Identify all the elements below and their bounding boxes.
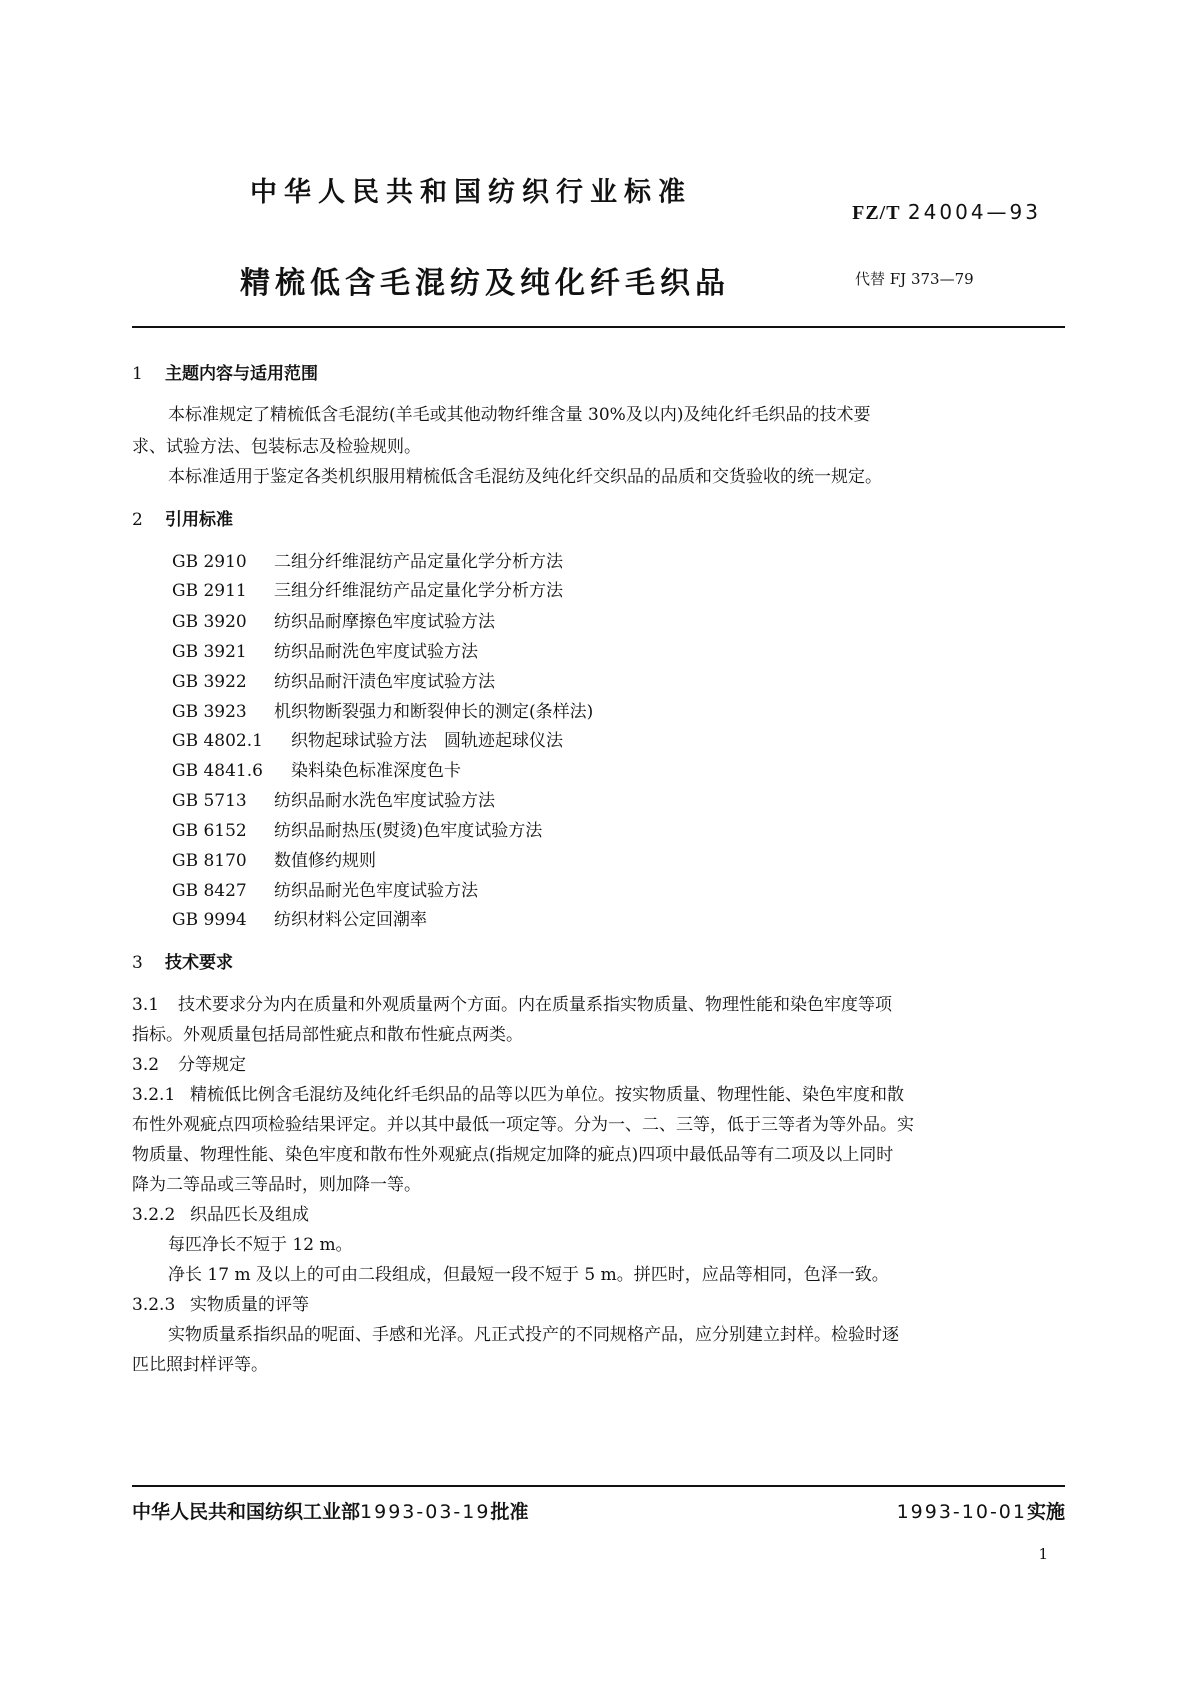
reference-item bbox=[172, 697, 593, 722]
clause-title: 实物质量的评等 bbox=[190, 1295, 309, 1315]
footer-divider bbox=[132, 1485, 1065, 1487]
reference-code: GB 3921 bbox=[172, 642, 247, 662]
approval-label: 批准 bbox=[490, 1501, 529, 1523]
clause-3-2-1-line-4: 降为二等品或三等品时，则加降一等。 bbox=[132, 1175, 421, 1195]
page-number: 1 bbox=[1038, 1545, 1048, 1563]
standard-code bbox=[852, 200, 1041, 225]
section-number: 3 bbox=[132, 953, 143, 973]
reference-name: 纺织品耐汗渍色牢度试验方法 bbox=[274, 672, 495, 692]
reference-name: 纺织品耐光色牢度试验方法 bbox=[274, 881, 478, 901]
reference-item bbox=[172, 726, 563, 751]
reference-item bbox=[172, 905, 427, 930]
reference-code: GB 2910 bbox=[172, 552, 247, 572]
reference-name: 机织物断裂强力和断裂伸长的测定(条样法) bbox=[274, 702, 594, 722]
reference-code: GB 2911 bbox=[172, 581, 247, 601]
reference-code: GB 6152 bbox=[172, 821, 247, 841]
approval-date: 1993-03-19 bbox=[360, 1501, 491, 1523]
reference-item bbox=[172, 637, 478, 662]
header-divider bbox=[132, 326, 1065, 328]
clause-3-1-line-2: 指标。外观质量包括局部性疵点和散布性疵点两类。 bbox=[132, 1025, 523, 1045]
clause-3-2-heading bbox=[132, 1050, 246, 1075]
section-3-heading bbox=[132, 948, 233, 973]
reference-name: 二组分纤维混纺产品定量化学分析方法 bbox=[274, 552, 563, 572]
reference-name: 纺织品耐水洗色牢度试验方法 bbox=[274, 791, 495, 811]
section-1-paragraph-1-line-2: 求、试验方法、包装标志及检验规则。 bbox=[132, 437, 421, 457]
implementation-label: 实施 bbox=[1026, 1501, 1065, 1523]
reference-code: GB 4802.1 bbox=[172, 731, 263, 751]
approving-organization: 中华人民共和国纺织工业部 bbox=[132, 1501, 361, 1523]
clause-3-2-3-line-2: 匹比照封样评等。 bbox=[132, 1355, 268, 1375]
clause-3-2-2-heading bbox=[132, 1200, 309, 1225]
reference-code: GB 3922 bbox=[172, 672, 247, 692]
reference-code: GB 8427 bbox=[172, 881, 247, 901]
reference-item bbox=[172, 816, 542, 841]
reference-code: GB 4841.6 bbox=[172, 761, 263, 781]
clause-3-2-3-heading bbox=[132, 1290, 309, 1315]
section-1-paragraph-1-line-1: 本标准规定了精梳低含毛混纺(羊毛或其他动物纤维含量 30%及以内)及纯化纤毛织品的技术要 bbox=[168, 405, 871, 425]
reference-item bbox=[172, 846, 376, 871]
reference-name: 纺织品耐摩擦色牢度试验方法 bbox=[274, 612, 495, 632]
replaces-note: 代替 FJ 373—79 bbox=[855, 270, 974, 288]
reference-name: 纺织品耐洗色牢度试验方法 bbox=[274, 642, 478, 662]
reference-item bbox=[172, 667, 495, 692]
section-number: 2 bbox=[132, 510, 143, 530]
clause-3-1-line-1: 3.1 技术要求分为内在质量和外观质量两个方面。内在质量系指实物质量、物理性能和染色牢度等项 bbox=[132, 995, 892, 1015]
clause-number: 3.2.2 bbox=[132, 1205, 176, 1225]
clause-3-2-1-line-3: 物质量、物理性能、染色牢度和散布性外观疵点(指规定加降的疵点)四项中最低品等有二项及以上同时 bbox=[132, 1145, 894, 1165]
implementation-statement bbox=[897, 1497, 1065, 1524]
clause-3-2-3-line-1: 实物质量系指织品的呢面、手感和光泽。凡正式投产的不同规格产品，应分别建立封样。检验时逐 bbox=[168, 1325, 899, 1345]
standard-code-prefix: FZ/T bbox=[852, 202, 901, 224]
section-1-heading bbox=[132, 359, 318, 384]
reference-item bbox=[172, 876, 478, 901]
reference-name: 纺织材料公定回潮率 bbox=[274, 910, 427, 930]
section-title: 主题内容与适用范围 bbox=[165, 364, 318, 384]
reference-code: GB 9994 bbox=[172, 910, 247, 930]
section-2-heading bbox=[132, 505, 233, 530]
reference-name: 织物起球试验方法 圆轨迹起球仪法 bbox=[291, 731, 563, 751]
reference-item bbox=[172, 547, 563, 572]
reference-item bbox=[172, 607, 495, 632]
section-1-paragraph-2: 本标准适用于鉴定各类机织服用精梳低含毛混纺及纯化纤交织品的品质和交货验收的统一规定。 bbox=[168, 467, 882, 487]
reference-item bbox=[172, 786, 495, 811]
section-title: 引用标准 bbox=[165, 510, 233, 530]
section-number: 1 bbox=[132, 364, 143, 384]
clause-3-2-2-line-2: 净长 17 m 及以上的可由二段组成，但最短一段不短于 5 m。拼匹时，应品等相同，色泽一致。 bbox=[168, 1265, 889, 1285]
clause-title: 织品匹长及组成 bbox=[190, 1205, 309, 1225]
implementation-date: 1993-10-01 bbox=[896, 1501, 1027, 1523]
clause-number: 3.2.3 bbox=[132, 1295, 176, 1315]
standard-code-number: 24004—93 bbox=[907, 200, 1041, 224]
clause-3-2-1-line-1: 3.2.1 精梳低比例含毛混纺及纯化纤毛织品的品等以匹为单位。按实物质量、物理性能、染色牢度和散 bbox=[132, 1085, 904, 1105]
clause-number: 3.2 bbox=[132, 1055, 160, 1075]
reference-name: 纺织品耐热压(熨烫)色牢度试验方法 bbox=[274, 821, 543, 841]
standard-organization-title: 中华人民共和国纺织行业标准 bbox=[250, 177, 692, 208]
clause-title: 分等规定 bbox=[178, 1055, 246, 1075]
reference-item bbox=[172, 576, 563, 601]
approval-statement bbox=[132, 1497, 528, 1524]
clause-3-2-2-line-1: 每匹净长不短于 12 m。 bbox=[168, 1235, 353, 1255]
reference-name: 三组分纤维混纺产品定量化学分析方法 bbox=[274, 581, 563, 601]
reference-item bbox=[172, 756, 461, 781]
reference-code: GB 8170 bbox=[172, 851, 247, 871]
reference-name: 数值修约规则 bbox=[274, 851, 376, 871]
clause-number: 3.2.1 bbox=[132, 1085, 176, 1105]
reference-code: GB 5713 bbox=[172, 791, 247, 811]
reference-code: GB 3920 bbox=[172, 612, 247, 632]
clause-3-2-1-line-2: 布性外观疵点四项检验结果评定。并以其中最低一项定等。分为一、二、三等，低于三等者为等外品。实 bbox=[132, 1115, 914, 1135]
reference-code: GB 3923 bbox=[172, 702, 247, 722]
reference-name: 染料染色标准深度色卡 bbox=[291, 761, 461, 781]
document-title: 精梳低含毛混纺及纯化纤毛织品 bbox=[240, 266, 730, 301]
clause-number: 3.1 bbox=[132, 995, 160, 1015]
section-title: 技术要求 bbox=[165, 953, 233, 973]
